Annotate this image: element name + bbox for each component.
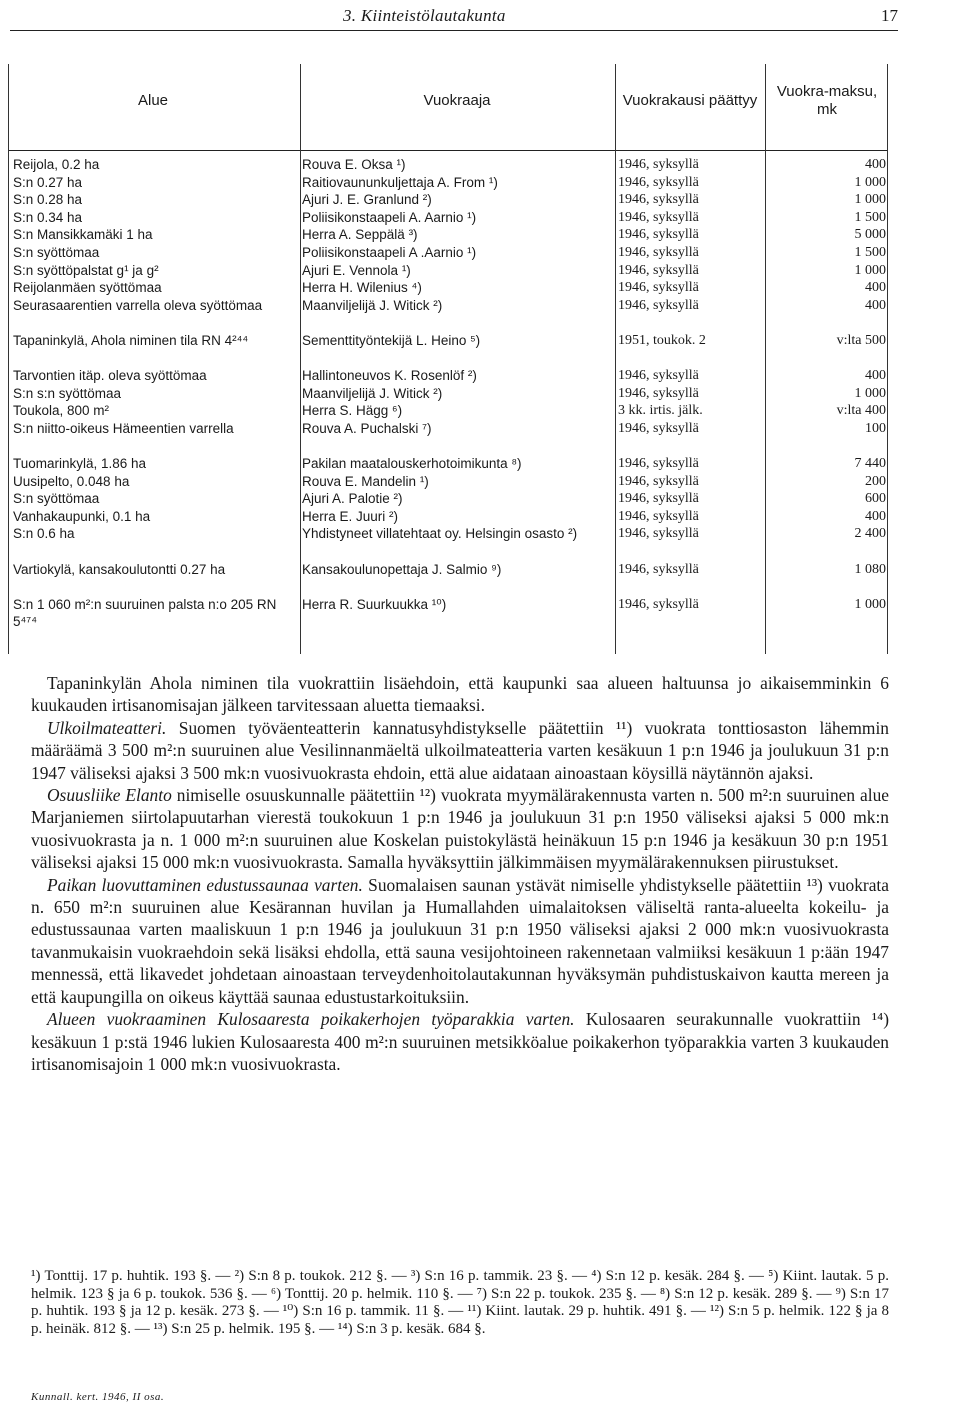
paragraph-text: nimiselle osuuskunnalle päätettiin ¹²) vuokrata myymälärakennusta varten n. 500 m²:n suuruinen alue Marjaniemen siirtolapuutarhan vierestä toukokuun 1 p:n 1946 ja joulukuun 31 p:n 1950 väliseksi ajaksi 5 000 mk:n vuosivuokrasta ja n. 1 000 m²:n suuruinen alue Koskelan puistokylästä heinäkuun 15 p:n 1946 ja kesäkuun 30 p:n 1951 väliseksi ajaksi 15 000 mk:n vuosivuokrasta. Samalla hyväksyttiin jälkimmäisen myymälärakennuksen piirustukset. (31, 785, 890, 873)
paragraph (31, 784, 889, 874)
cell-vuokrakausi: 1946, syksyllä (618, 280, 699, 296)
cell-vuokraaja: Pakilan maatalouskerhotoimikunta ⁸) (302, 456, 522, 472)
cell-vuokraaja: Yhdistyneet villatehtaat oy. Helsingin osasto ²) (302, 526, 578, 542)
table-row (8, 508, 888, 526)
cell-vuokraaja: Raitiovaununkuljettaja A. From ¹) (302, 174, 498, 190)
table-row (8, 297, 888, 332)
table-row (8, 385, 888, 403)
cell-alue: Uusipelto, 0.048 ha (13, 473, 130, 489)
page-header (0, 0, 960, 32)
cell-alue: Vartiokylä, kansakoulutontti 0.27 ha (13, 561, 226, 577)
body-text (31, 672, 889, 1075)
cell-vuokramaksu: 1 500 (854, 244, 886, 260)
cell-vuokrakausi: 1946, syksyllä (618, 420, 699, 436)
table-row (8, 156, 888, 174)
cell-vuokrakausi: 1946, syksyllä (618, 174, 699, 190)
cell-vuokraaja: Herra S. Hägg ⁶) (302, 403, 403, 419)
running-title: 3. Kiinteistölautakunta (343, 6, 506, 25)
cell-vuokrakausi: 1946, syksyllä (618, 596, 699, 612)
cell-vuokrakausi: 1946, syksyllä (618, 561, 699, 577)
cell-vuokraaja: Rouva E. Mandelin ¹) (302, 473, 429, 489)
cell-alue: Seurasaarentien varrella oleva syöttömaa (13, 297, 263, 313)
cell-vuokraaja: Sementtityöntekijä L. Heino ⁵) (302, 332, 481, 348)
cell-vuokraaja: Herra A. Seppälä ³) (302, 227, 418, 243)
table-row (8, 279, 888, 297)
table-row (8, 490, 888, 508)
paragraph-lead: Ulkoilmateatteri. (47, 717, 167, 738)
cell-vuokramaksu: 1 000 (854, 192, 886, 208)
cell-vuokrakausi: 1946, syksyllä (618, 244, 699, 260)
cell-vuokramaksu: 400 (865, 297, 886, 313)
cell-alue: Tuomarinkylä, 1.86 ha (13, 456, 147, 472)
cell-vuokramaksu: 2 400 (854, 526, 886, 542)
table-row (8, 332, 888, 367)
cell-vuokrakausi: 1946, syksyllä (618, 368, 699, 384)
cell-vuokramaksu: 1 000 (854, 262, 886, 278)
cell-vuokraaja: Herra E. Juuri ²) (302, 508, 399, 524)
cell-vuokraaja: Ajuri J. E. Granlund ²) (302, 192, 432, 208)
cell-alue: S:n syöttömaa (13, 244, 100, 260)
cell-vuokramaksu: 400 (865, 157, 886, 172)
cell-vuokramaksu: 5 000 (854, 227, 886, 243)
cell-vuokramaksu: 200 (865, 473, 886, 489)
column-header-vuokrakausi: Vuokrakausi päättyy (622, 92, 758, 109)
header-bottom-rule (8, 52, 888, 151)
cell-vuokraaja: Hallintoneuvos K. Rosenlöf ²) (302, 368, 477, 384)
cell-vuokrakausi: 1946, syksyllä (618, 508, 699, 524)
table-row (8, 226, 888, 244)
cell-vuokraaja: Maanviljelijä J. Witick ²) (302, 385, 443, 401)
table-row (8, 174, 888, 192)
cell-vuokrakausi: 1951, toukok. 2 (618, 332, 706, 348)
cell-alue: S:n 0.6 ha (13, 526, 75, 542)
paragraph-lead: Osuusliike Elanto (47, 785, 172, 806)
cell-vuokrakausi: 1946, syksyllä (618, 157, 699, 172)
cell-alue: Vanhakaupunki, 0.1 ha (13, 508, 151, 524)
cell-vuokramaksu: 400 (865, 368, 886, 384)
cell-vuokrakausi: 1946, syksyllä (618, 456, 699, 472)
cell-vuokramaksu: 1 000 (854, 596, 886, 612)
table-row (8, 420, 888, 455)
paragraph-text: Suomalaisen saunan ystävät nimiselle yhdistykselle päätettiin ¹³) vuokrata n. 650 m²:n suuruinen alue Kesärannan huvilan ja Humallahden uimalaitoksen väliseltä ranta-alueelta kokeilu- ja edustussaunaa varten maaliskuun 1 p:n 1946 ja joulukuun 31 p:n 1950 väliseksi ajaksi 2 000 mk:n vuosivuokrasta tavanmukaisin vuokraehdoin sekä lisäksi ehdolla, että sauna vesijohtoineen rakennetaan valmiiksi kesäkuun 1 p:ään 1947 mennessä, että likavedet johdetaan ainoastaan terveydenhoitolautakunnan hyväksymän puhdistuskaivon kautta mereen ja että kaupungilla on oikeus käyttää saunaa edustustarkoituksiin. (31, 874, 889, 1007)
column-header-vuokramaksu: Vuokra-maksu, mk (776, 83, 878, 118)
page-number: 17 (881, 6, 898, 25)
column-header-vuokraaja: Vuokraaja (423, 92, 491, 109)
cell-alue: S:n 0.34 ha (13, 209, 83, 225)
cell-vuokramaksu: 600 (865, 491, 886, 507)
cell-vuokrakausi: 1946, syksyllä (618, 385, 699, 401)
footer-note: Kunnall. kert. 1946, II osa. (31, 1391, 165, 1403)
cell-vuokrakausi: 1946, syksyllä (618, 227, 699, 243)
paragraph (31, 1008, 889, 1075)
table-row (8, 367, 888, 385)
cell-vuokramaksu: 7 440 (854, 456, 886, 472)
cell-vuokrakausi: 1946, syksyllä (618, 526, 699, 542)
cell-alue: S:n Mansikkamäki 1 ha (13, 227, 153, 243)
paragraph (31, 717, 889, 784)
paragraph-text: Kulosaaren seurakunnalle vuokrattiin ¹⁴) kesäkuun 1 p:stä 1946 lukien Kulosaaresta 400 m²:n suuruinen metsikköalue poikakerhon työparakkia varten 3 kuukauden irtisanomisajoin 1 000 mk:n vuosivuokrasta. (31, 1009, 889, 1074)
cell-vuokrakausi: 1946, syksyllä (618, 491, 699, 507)
cell-vuokrakausi: 1946, syksyllä (618, 262, 699, 278)
cell-vuokraaja: Maanviljelijä J. Witick ²) (302, 297, 443, 313)
table-row (8, 561, 888, 596)
cell-vuokrakausi: 1946, syksyllä (618, 209, 699, 225)
paragraph-lead: Paikan luovuttaminen edustussaunaa varten. (47, 874, 363, 895)
cell-vuokramaksu: v:lta 400 (836, 403, 886, 419)
table-row (8, 596, 888, 631)
cell-alue: Reijola, 0.2 ha (13, 157, 100, 172)
paragraph (31, 874, 889, 1008)
cell-vuokramaksu: 1 080 (854, 561, 886, 577)
paragraph-lead: Alueen vuokraaminen Kulosaaresta poikakerhojen työparakkia varten. (47, 1009, 575, 1030)
table-body (8, 156, 888, 631)
cell-vuokraaja: Herra R. Suurkuukka ¹⁰) (302, 596, 447, 612)
cell-alue: Reijolanmäen syöttömaa (13, 280, 162, 296)
table-row (8, 455, 888, 473)
cell-vuokraaja: Poliisikonstaapeli A .Aarnio ¹) (302, 244, 477, 260)
cell-vuokramaksu: 1 000 (854, 174, 886, 190)
cell-vuokramaksu: v:lta 500 (836, 332, 886, 348)
lease-table (8, 52, 888, 654)
cell-vuokraaja: Herra H. Wilenius ⁴) (302, 280, 422, 296)
cell-vuokrakausi: 1946, syksyllä (618, 297, 699, 313)
cell-vuokrakausi: 1946, syksyllä (618, 473, 699, 489)
cell-vuokramaksu: 400 (865, 280, 886, 296)
cell-vuokramaksu: 100 (865, 420, 886, 436)
table-row (8, 244, 888, 262)
table-row (8, 191, 888, 209)
cell-alue: S:n s:n syöttömaa (13, 385, 122, 401)
table-row (8, 402, 888, 420)
cell-vuokramaksu: 1 500 (854, 209, 886, 225)
cell-vuokraaja: Ajuri A. Palotie ²) (302, 491, 403, 507)
table-row (8, 209, 888, 227)
cell-vuokrakausi: 1946, syksyllä (618, 192, 699, 208)
footnotes: ¹) Tonttij. 17 p. huhtik. 193 §. — ²) S:n 8 p. toukok. 212 §. — ³) S:n 16 p. tammik. 23 §. — ⁴) S:n 12 p. kesäk. 284 §. — ⁵) Kiint. lautak. 5 p. helmik. 123 § ja 6 p. toukok. 536 §. — ⁶) Tonttij. 20 p. helmik. 110 §. — ⁷) S:n 22 p. toukok. 235 §. — ⁸) S:n 12 p. kesäk. 289 §. — ⁹) S:n 17 p. huhtik. 193 § ja 12 p. kesäk. 273 §. — ¹⁰) S:n 16 p. tammik. 11 §. — ¹¹) Kiint. lautak. 29 p. huhtik. 491 §. — ¹²) S:n 5 p. helmik. 122 § ja 8 p. heinäk. 812 §. — ¹³) S:n 25 p. helmik. 195 §. — ¹⁴) S:n 3 p. kesäk. 684 §. (31, 1268, 889, 1337)
header-rule (10, 30, 898, 31)
table-row (8, 473, 888, 491)
cell-alue: S:n syöttömaa (13, 491, 100, 507)
cell-alue: Tarvontien itäp. oleva syöttömaa (13, 368, 207, 384)
cell-alue: S:n 0.27 ha (13, 174, 83, 190)
table-row (8, 262, 888, 280)
table-row (8, 525, 888, 560)
column-header-alue: Alue (137, 92, 169, 109)
cell-alue: S:n niitto-oikeus Hämeentien varrella (13, 420, 234, 436)
cell-vuokraaja: Poliisikonstaapeli A. Aarnio ¹) (302, 209, 477, 225)
paragraph-text: Tapaninkylän Ahola niminen tila vuokrattiin lisäehdoin, että kaupunki saa alueen haltuunsa jo aikaisemminkin 6 kuukauden irtisanomisajan jälkeen tarvitessaan aluetta tiemaaksi. (31, 673, 889, 716)
cell-alue: Tapaninkylä, Ahola niminen tila RN 4²⁴⁴ (13, 332, 249, 348)
cell-alue: S:n syöttöpalstat g¹ ja g² (13, 262, 159, 278)
cell-vuokraaja: Rouva E. Oksa ¹) (302, 157, 406, 172)
paragraph (31, 672, 889, 717)
cell-alue: Toukola, 800 m² (13, 403, 110, 419)
cell-alue: S:n 0.28 ha (13, 192, 83, 208)
cell-vuokraaja: Kansakoulunopettaja J. Salmio ⁹) (302, 561, 502, 577)
cell-vuokramaksu: 400 (865, 508, 886, 524)
cell-vuokramaksu: 1 000 (854, 385, 886, 401)
cell-alue: S:n 1 060 m²:n suuruinen palsta n:o 205 RN 5⁴⁷⁴ (13, 596, 277, 630)
cell-vuokraaja: Ajuri E. Vennola ¹) (302, 262, 411, 278)
cell-vuokrakausi: 3 kk. irtis. jälk. (618, 403, 703, 419)
cell-vuokraaja: Rouva A. Puchalski ⁷) (302, 420, 432, 436)
paragraph-text: Suomen työväenteatterin kannatusyhdistykselle päätettiin ¹¹) vuokrata tonttiosaston lähemmin määräämä 3 500 m²:n suuruinen alue Vesilinnanmäeltä ulkoilmateatteria varten kesäkuun 1 p:n 1946 ja joulukuun 31 p:n 1947 väliseksi ajaksi 3 500 mk:n vuosivuokrasta ehdoin, että alue aidataan ainoastaan köysillä näytännön ajaksi. (31, 717, 889, 783)
